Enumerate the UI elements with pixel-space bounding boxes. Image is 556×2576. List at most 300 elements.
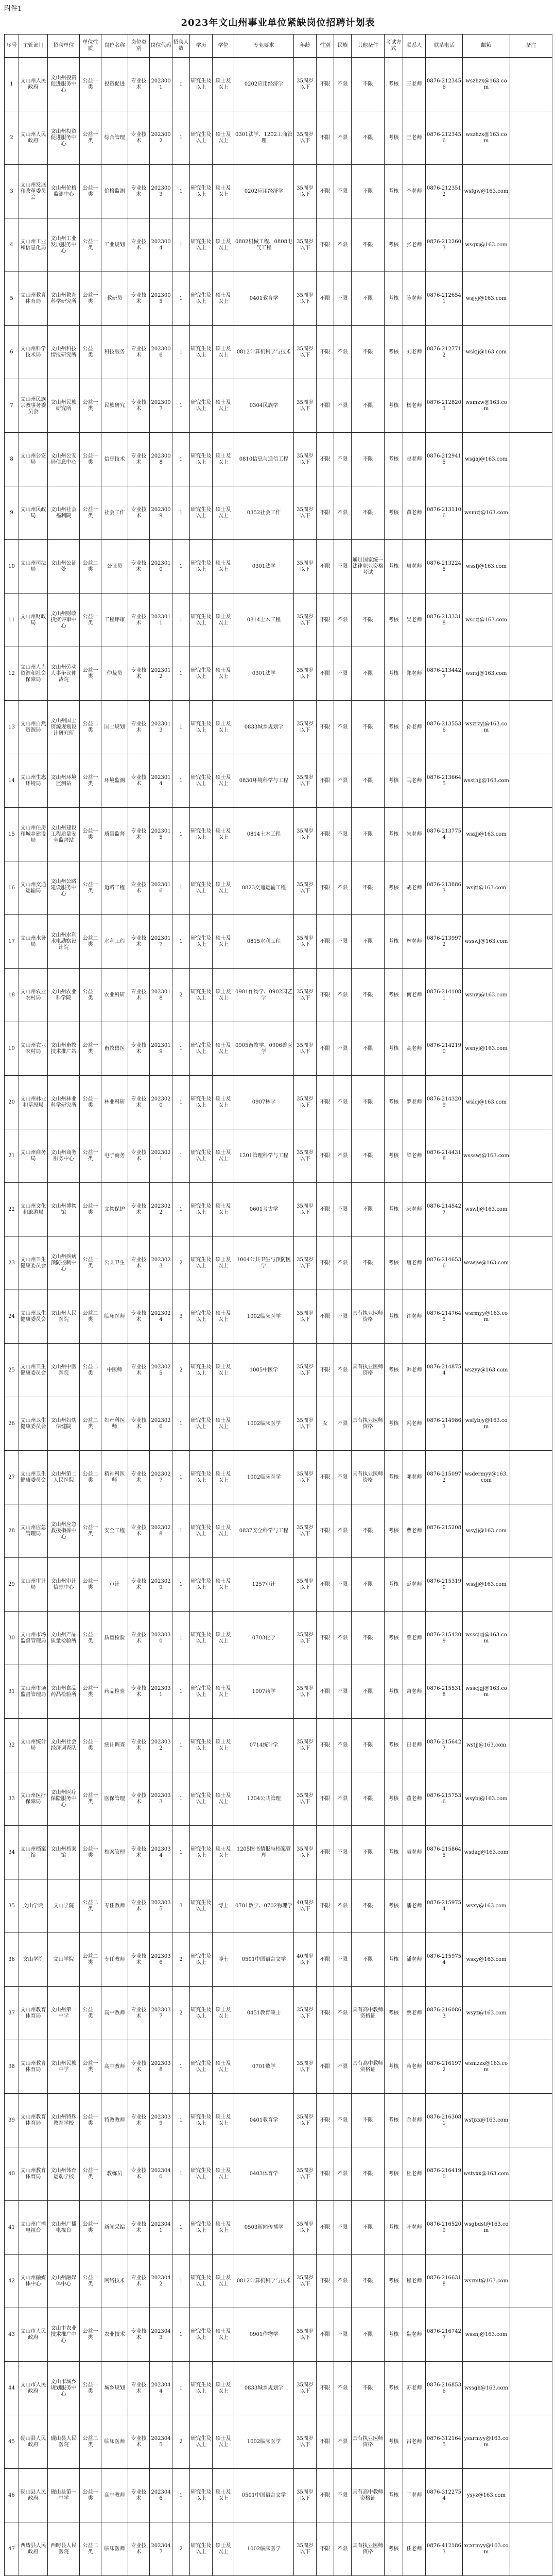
cell-nature: 公益一类: [80, 2147, 101, 2201]
cell-post-type: 专业技术: [128, 1397, 150, 1451]
cell-phone: 0876-3121645: [426, 2415, 463, 2469]
cell-major: 0301法学: [234, 647, 294, 701]
cell-post-code: 2023032: [150, 1719, 172, 1772]
cell-major: 0301法学、1202工商管理: [234, 111, 294, 165]
cell-dept: 文山州应急管理局: [19, 1504, 48, 1558]
header-major: 专业要求: [234, 35, 294, 58]
cell-exam: 考核: [385, 272, 403, 326]
cell-unit: 文山州社会经济调查队: [48, 1719, 80, 1772]
cell-count: 1: [172, 2362, 190, 2415]
cell-email: wssgh@163.com: [463, 2362, 510, 2415]
cell-seq: 25: [5, 1344, 19, 1397]
cell-exam: 考核: [385, 1397, 403, 1451]
cell-count: 1: [172, 1558, 190, 1612]
cell-remark: [510, 486, 552, 540]
cell-gender: 不限: [317, 2522, 334, 2576]
cell-contact: 马老师: [403, 754, 426, 808]
cell-unit: 文山州价格监测中心: [48, 165, 80, 218]
cell-degree: 硕士及以上: [213, 486, 234, 540]
cell-post-type: 专业技术: [128, 218, 150, 272]
table-row: [5, 647, 552, 701]
cell-post-name: 临床医师: [101, 2522, 128, 2576]
cell-major: 0812计算机科学与技术: [234, 326, 294, 379]
cell-email: wsdermyy@163.com: [463, 1451, 510, 1504]
cell-gender: 不限: [317, 2415, 334, 2469]
cell-unit: 文山州水利水电勘察设计院: [48, 915, 80, 969]
cell-phone: 0876-2155318: [426, 1665, 463, 1719]
cell-gender: 不限: [317, 165, 334, 218]
cell-post-type: 专业技术: [128, 969, 150, 1022]
cell-email: wsmzzx@163.com: [463, 2040, 510, 2094]
cell-email: wstjj@163.com: [463, 1719, 510, 1772]
cell-age: 35周岁以下: [294, 1665, 317, 1719]
cell-age: 35周岁以下: [294, 486, 317, 540]
cell-ethnicity: 不限: [334, 1826, 352, 1879]
cell-major: 0802机械工程、0808电气工程: [234, 218, 294, 272]
cell-education: 研究生及以上: [190, 1826, 213, 1879]
cell-count: 1: [172, 1504, 190, 1558]
cell-contact: 蔡老师: [403, 1987, 426, 2040]
cell-education: 研究生及以上: [190, 1772, 213, 1826]
cell-count: 2: [172, 1344, 190, 1397]
cell-ethnicity: 不限: [334, 1451, 352, 1504]
cell-degree: 硕士及以上: [213, 1183, 234, 1236]
cell-nature: 公益二类: [80, 915, 101, 969]
cell-age: 40周岁以下: [294, 1933, 317, 1987]
cell-nature: 公益一类: [80, 1612, 101, 1665]
cell-other: 具有执业医师资格: [352, 1451, 385, 1504]
cell-dept: 文山州医疗保障局: [19, 1772, 48, 1826]
cell-gender: 不限: [317, 647, 334, 701]
cell-count: 2: [172, 1987, 190, 2040]
cell-exam: 考核: [385, 2415, 403, 2469]
cell-count: 1: [172, 1451, 190, 1504]
cell-exam: 考核: [385, 594, 403, 647]
cell-post-type: 专业技术: [128, 1826, 150, 1879]
cell-seq: 8: [5, 433, 19, 486]
cell-major: 0503新闻传播学: [234, 2201, 294, 2255]
table-row: [5, 58, 552, 111]
cell-major: 0714统计学: [234, 1719, 294, 1772]
cell-post-name: 专任教师: [101, 1879, 128, 1933]
cell-unit: 文山州广播电视台: [48, 2201, 80, 2255]
cell-age: 35周岁以下: [294, 594, 317, 647]
cell-post-code: 2023034: [150, 1826, 172, 1879]
cell-age: 35周岁以下: [294, 2255, 317, 2308]
cell-contact: 潘老师: [403, 1879, 426, 1933]
cell-exam: 考核: [385, 2201, 403, 2255]
cell-seq: 17: [5, 915, 19, 969]
cell-major: 1205图书情报与档案管理: [234, 1826, 294, 1879]
cell-email: wsmzj@163.com: [463, 486, 510, 540]
cell-age: 35周岁以下: [294, 2415, 317, 2469]
cell-other: 不限: [352, 1504, 385, 1558]
cell-contact: 李老师: [403, 165, 426, 218]
cell-remark: [510, 218, 552, 272]
cell-seq: 39: [5, 2094, 19, 2147]
cell-remark: [510, 1933, 552, 1987]
cell-count: 1: [172, 2201, 190, 2255]
cell-education: 研究生及以上: [190, 2040, 213, 2094]
cell-gender: 不限: [317, 1826, 334, 1879]
cell-post-code: 2023039: [150, 2094, 172, 2147]
cell-phone: 0876-2123512: [426, 165, 463, 218]
cell-post-name: 安全工程: [101, 1504, 128, 1558]
cell-post-name: 档案管理: [101, 1826, 128, 1879]
cell-seq: 9: [5, 486, 19, 540]
cell-gender: 不限: [317, 1933, 334, 1987]
cell-other: 不限: [352, 915, 385, 969]
cell-exam: 考核: [385, 2094, 403, 2147]
cell-exam: 考核: [385, 1504, 403, 1558]
cell-phone: 0876-2159754: [426, 1933, 463, 1987]
cell-exam: 考核: [385, 1183, 403, 1236]
header-post-name: 岗位名称: [101, 35, 128, 58]
cell-degree: 硕士及以上: [213, 111, 234, 165]
cell-gender: 不限: [317, 1236, 334, 1290]
cell-post-type: 专业技术: [128, 1665, 150, 1719]
cell-ethnicity: 不限: [334, 1236, 352, 1290]
cell-post-name: 国土规划: [101, 701, 128, 754]
cell-degree: 硕士及以上: [213, 2201, 234, 2255]
cell-contact: 叶老师: [403, 2201, 426, 2255]
cell-major: 0501中国语言文学: [234, 2469, 294, 2522]
cell-education: 研究生及以上: [190, 647, 213, 701]
cell-dept: 文山州广播电视台: [19, 2201, 48, 2255]
cell-education: 研究生及以上: [190, 1933, 213, 1987]
cell-email: wsxy@163.com: [463, 1879, 510, 1933]
cell-remark: [510, 2362, 552, 2415]
cell-phone: 0876-2147645: [426, 1290, 463, 1344]
cell-nature: 公益一类: [80, 647, 101, 701]
cell-contact: 蒋老师: [403, 2040, 426, 2094]
cell-other: 不限: [352, 1612, 385, 1665]
cell-phone: 0876-2164190: [426, 2147, 463, 2201]
cell-gender: 不限: [317, 1879, 334, 1933]
cell-phone: 0876-2167427: [426, 2308, 463, 2362]
cell-seq: 22: [5, 1183, 19, 1236]
cell-other: 具有执业医师资格: [352, 1397, 385, 1451]
cell-degree: 硕士及以上: [213, 1129, 234, 1183]
cell-major: 0815水利工程: [234, 915, 294, 969]
cell-post-type: 专业技术: [128, 1504, 150, 1558]
cell-age: 35周岁以下: [294, 1022, 317, 1076]
cell-other: 不限: [352, 1076, 385, 1129]
cell-email: wsdag@163.com: [463, 1826, 510, 1879]
table-row: [5, 2469, 552, 2522]
cell-post-code: 2023011: [150, 594, 172, 647]
cell-nature: 公益一类: [80, 594, 101, 647]
cell-major: 0301法学: [234, 540, 294, 594]
cell-email: wsnyj@163.com: [463, 969, 510, 1022]
cell-remark: [510, 1826, 552, 1879]
cell-unit: 文山州财政投资评审中心: [48, 594, 80, 647]
header-gender: 性别: [317, 35, 334, 58]
table-row: [5, 1558, 552, 1612]
cell-degree: 硕士及以上: [213, 1290, 234, 1344]
cell-post-name: 公共卫生: [101, 1236, 128, 1290]
cell-education: 研究生及以上: [190, 1344, 213, 1397]
header-contact: 联系人: [403, 35, 426, 58]
cell-dept: 文山州农业农村局: [19, 969, 48, 1022]
cell-education: 研究生及以上: [190, 1558, 213, 1612]
cell-major: 0823交通运输工程: [234, 861, 294, 915]
cell-ethnicity: 不限: [334, 379, 352, 433]
cell-dept: 文山州融媒体中心: [19, 2255, 48, 2308]
cell-other: 不限: [352, 2201, 385, 2255]
cell-contact: 冯老师: [403, 1397, 426, 1451]
cell-seq: 20: [5, 1076, 19, 1129]
cell-age: 35周岁以下: [294, 218, 317, 272]
cell-major: 0202应用经济学: [234, 58, 294, 111]
cell-age: 35周岁以下: [294, 2362, 317, 2415]
cell-post-code: 2023044: [150, 2362, 172, 2415]
cell-seq: 23: [5, 1236, 19, 1290]
cell-dept: 文山州农业农村局: [19, 1022, 48, 1076]
cell-email: wsfybjy@163.com: [463, 1397, 510, 1451]
cell-email: wszyy@163.com: [463, 1344, 510, 1397]
cell-post-code: 2023040: [150, 2147, 172, 2201]
table-row: [5, 433, 552, 486]
cell-unit: 文山州林业科学研究所: [48, 1076, 80, 1129]
cell-post-name: 质量检验: [101, 1612, 128, 1665]
cell-exam: 考核: [385, 1558, 403, 1612]
table-row: [5, 1236, 552, 1290]
cell-post-name: 林业科研: [101, 1076, 128, 1129]
cell-remark: [510, 2094, 552, 2147]
cell-seq: 12: [5, 647, 19, 701]
cell-post-code: 2023018: [150, 969, 172, 1022]
cell-exam: 考核: [385, 540, 403, 594]
cell-post-name: 质量监督: [101, 808, 128, 861]
cell-major: 0304民族学: [234, 379, 294, 433]
cell-email: wswjw@163.com: [463, 1236, 510, 1290]
table-row: [5, 1933, 552, 1987]
cell-phone: 0876-2160863: [426, 1987, 463, 2040]
table-row: [5, 1076, 552, 1129]
cell-ethnicity: 不限: [334, 1933, 352, 1987]
cell-unit: 文山州教育科学研究所: [48, 272, 80, 326]
cell-major: 0401教育学: [234, 2094, 294, 2147]
cell-ethnicity: 不限: [334, 2362, 352, 2415]
cell-remark: [510, 2147, 552, 2201]
cell-exam: 考核: [385, 2522, 403, 2576]
cell-post-code: 2023043: [150, 2308, 172, 2362]
cell-count: 1: [172, 540, 190, 594]
cell-post-code: 2023008: [150, 433, 172, 486]
cell-email: wszjj@163.com: [463, 808, 510, 861]
cell-seq: 14: [5, 754, 19, 808]
cell-phone: 0876-2126541: [426, 272, 463, 326]
cell-phone: 0876-2163081: [426, 2094, 463, 2147]
cell-dept: 文山州商务局: [19, 1129, 48, 1183]
cell-post-name: 城乡规划: [101, 2362, 128, 2415]
table-row: [5, 540, 552, 594]
cell-count: 2: [172, 1236, 190, 1290]
cell-ethnicity: 不限: [334, 2094, 352, 2147]
cell-post-code: 2023021: [150, 1129, 172, 1183]
cell-post-name: 文物保护: [101, 1183, 128, 1236]
table-row: [5, 1290, 552, 1344]
cell-degree: 硕士及以上: [213, 1236, 234, 1290]
cell-other: 不限: [352, 969, 385, 1022]
cell-dept: 文山市人民政府: [19, 2362, 48, 2415]
cell-gender: 女: [317, 1397, 334, 1451]
cell-degree: 硕士及以上: [213, 701, 234, 754]
cell-email: wssnj@163.com: [463, 2308, 510, 2362]
cell-unit: 文山州环境监测站: [48, 754, 80, 808]
cell-dept: 文山州水务局: [19, 915, 48, 969]
cell-seq: 35: [5, 1879, 19, 1933]
cell-post-name: 高中教师: [101, 1987, 128, 2040]
cell-exam: 考核: [385, 1826, 403, 1879]
cell-gender: 不限: [317, 1719, 334, 1772]
cell-gender: 不限: [317, 1183, 334, 1236]
cell-ethnicity: 不限: [334, 1612, 352, 1665]
cell-contact: 韩老师: [403, 1344, 426, 1397]
cell-contact: 邓老师: [403, 1451, 426, 1504]
cell-other: 不限: [352, 647, 385, 701]
cell-phone: 0876-4121863: [426, 2522, 463, 2576]
cell-post-code: 2023031: [150, 1665, 172, 1719]
cell-remark: [510, 647, 552, 701]
cell-contact: 陈老师: [403, 272, 426, 326]
cell-count: 2: [172, 2415, 190, 2469]
cell-count: 1: [172, 1129, 190, 1183]
cell-gender: 不限: [317, 486, 334, 540]
cell-email: wsrmt@163.com: [463, 2255, 510, 2308]
cell-remark: [510, 2469, 552, 2522]
cell-dept: 文山州市场监督管理局: [19, 1612, 48, 1665]
cell-dept: 文山州卫生健康委员会: [19, 1451, 48, 1504]
table-row: [5, 2255, 552, 2308]
cell-education: 研究生及以上: [190, 2255, 213, 2308]
cell-exam: 考核: [385, 701, 403, 754]
cell-post-name: 民族研究: [101, 379, 128, 433]
cell-post-code: 2023009: [150, 486, 172, 540]
table-row: [5, 2415, 552, 2469]
cell-phone: 0876-2148754: [426, 1344, 463, 1397]
cell-post-code: 2023001: [150, 58, 172, 111]
cell-post-code: 2023047: [150, 2522, 172, 2576]
cell-post-code: 2023010: [150, 540, 172, 594]
cell-email: wsrsj@163.com: [463, 647, 510, 701]
table-body: [5, 58, 552, 2576]
cell-gender: 不限: [317, 1129, 334, 1183]
cell-contact: 罗老师: [403, 1076, 426, 1129]
cell-exam: 考核: [385, 1290, 403, 1344]
cell-major: 1201管理科学与工程: [234, 1129, 294, 1183]
cell-post-code: 2023017: [150, 915, 172, 969]
cell-major: 0905畜牧学、0906兽医学: [234, 1022, 294, 1076]
cell-other: 具有执业医师资格: [352, 2522, 385, 2576]
cell-education: 研究生及以上: [190, 1397, 213, 1451]
cell-gender: 不限: [317, 594, 334, 647]
cell-degree: 硕士及以上: [213, 433, 234, 486]
cell-nature: 公益一类: [80, 1665, 101, 1719]
cell-remark: [510, 433, 552, 486]
cell-other: 不限: [352, 1826, 385, 1879]
cell-other: 具有高中教师资格证: [352, 2469, 385, 2522]
cell-gender: 不限: [317, 1772, 334, 1826]
cell-degree: 硕士及以上: [213, 2255, 234, 2308]
cell-unit: 文山州应急救援指挥中心: [48, 1504, 80, 1558]
cell-email: wsnyj@163.com: [463, 1022, 510, 1076]
cell-nature: 公益二类: [80, 1290, 101, 1344]
cell-age: 35周岁以下: [294, 1344, 317, 1397]
cell-remark: [510, 915, 552, 969]
cell-other: 不限: [352, 379, 385, 433]
table-row: [5, 1451, 552, 1504]
table-row: [5, 1183, 552, 1236]
cell-unit: 文山州疾病预防控制中心: [48, 1236, 80, 1290]
cell-post-type: 专业技术: [128, 2469, 150, 2522]
cell-age: 35周岁以下: [294, 2040, 317, 2094]
cell-unit: 文山州公安局信息中心: [48, 433, 80, 486]
cell-contact: 孙老师: [403, 701, 426, 754]
cell-post-name: 教研员: [101, 272, 128, 326]
cell-count: 1: [172, 1665, 190, 1719]
cell-degree: 硕士及以上: [213, 1772, 234, 1826]
cell-count: 1: [172, 1183, 190, 1236]
cell-nature: 公益一类: [80, 2469, 101, 2522]
cell-other: 不限: [352, 486, 385, 540]
cell-post-name: 信息技术: [101, 433, 128, 486]
cell-phone: 0876-2133318: [426, 594, 463, 647]
cell-degree: 硕士及以上: [213, 2147, 234, 2201]
cell-other: 不限: [352, 594, 385, 647]
cell-seq: 5: [5, 272, 19, 326]
cell-unit: 砚山县人民医院: [48, 2415, 80, 2469]
cell-post-code: 2023014: [150, 754, 172, 808]
cell-contact: 彭老师: [403, 1558, 426, 1612]
cell-age: 35周岁以下: [294, 1772, 317, 1826]
cell-post-code: 2023029: [150, 1558, 172, 1612]
cell-remark: [510, 1451, 552, 1504]
cell-age: 35周岁以下: [294, 2308, 317, 2362]
cell-remark: [510, 1290, 552, 1344]
table-row: [5, 1987, 552, 2040]
cell-dept: 文山州民政局: [19, 486, 48, 540]
cell-remark: [510, 1719, 552, 1772]
cell-post-name: 水利工程: [101, 915, 128, 969]
cell-gender: 不限: [317, 861, 334, 915]
cell-nature: 公益一类: [80, 754, 101, 808]
cell-post-code: 2023022: [150, 1183, 172, 1236]
cell-education: 研究生及以上: [190, 915, 213, 969]
cell-post-code: 2023046: [150, 2469, 172, 2522]
cell-nature: 公益一类: [80, 2362, 101, 2415]
cell-age: 35周岁以下: [294, 1183, 317, 1236]
cell-exam: 考核: [385, 165, 403, 218]
cell-nature: 公益一类: [80, 1719, 101, 1772]
cell-major: 0812计算机科学与技术: [234, 2255, 294, 2308]
table-row: [5, 1344, 552, 1397]
header-phone: 联系电话: [426, 35, 463, 58]
cell-major: 0837安全科学与工程: [234, 1504, 294, 1558]
cell-post-type: 专业技术: [128, 754, 150, 808]
cell-contact: 宋老师: [403, 1183, 426, 1236]
cell-other: 不限: [352, 165, 385, 218]
cell-major: 0830环境科学与工程: [234, 754, 294, 808]
cell-dept: 文山州司法局: [19, 540, 48, 594]
cell-dept: 文山州住房和城乡建设局: [19, 808, 48, 861]
cell-education: 研究生及以上: [190, 326, 213, 379]
cell-ethnicity: 不限: [334, 808, 352, 861]
cell-education: 研究生及以上: [190, 1129, 213, 1183]
cell-seq: 7: [5, 379, 19, 433]
cell-exam: 考核: [385, 2469, 403, 2522]
